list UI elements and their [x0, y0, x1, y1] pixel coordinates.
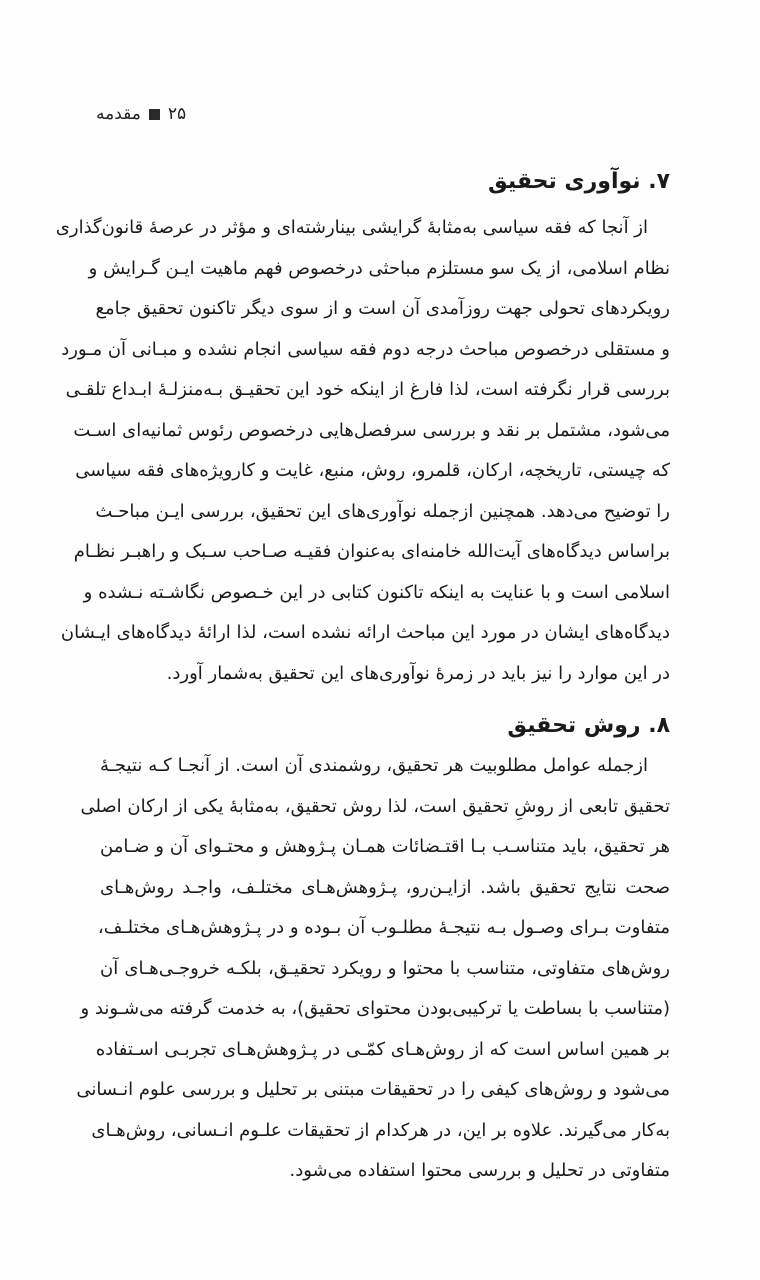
text-line: بر همین اساس است که از روش‌هـای کمّـی در پـژوهش‌هـای تجربـی اسـتفاده: [95, 1038, 670, 1060]
text-line: صحت نتایج تحقیق باشد. ازایـن‌رو، پـژوهش‌هـای مختلـف، واجـد روش‌هـای: [100, 876, 670, 898]
text-line: متفاوت بـرای وصـول بـه نتیجـهٔ مطلـوب آن بـوده و در پـژوهش‌هـای مختلـف،: [97, 917, 670, 938]
section-body: [55, 208, 670, 694]
running-head: [96, 104, 186, 124]
text-line: متفاوتی در تحلیل و بررسی محتوا استفاده می‌شود.: [289, 1160, 670, 1181]
section-heading: ۷. نوآوری تحقیق: [488, 169, 670, 194]
chapter-title: مقدمه: [96, 104, 141, 124]
text-line: در این موارد را نیز باید در زمرهٔ نوآوری‌های این تحقیق به‌شمار آورد.: [166, 662, 670, 684]
text-line: ازجمله عوامل مطلوبیت هر تحقیق، روشمندی آن است. از آنجـا کـه نتیجـهٔ: [100, 755, 648, 776]
section-innovation: [55, 164, 670, 694]
text-line: هر تحقیق، باید متناسـب بـا اقتـضائات همـان پـژوهش و محتـوای آن و ضـامن: [100, 836, 670, 857]
text-line: دیدگاه‌های ایشان در مورد این مباحث ارائه نشده است، لذا ارائهٔ دیدگاه‌های ایـشان: [60, 622, 670, 643]
text-line: نظام اسلامی، از یک سو مستلزم مباحثی درخصوص فهم ماهیت ایـن گـرایش و: [88, 257, 670, 279]
page-number: ۲۵: [167, 104, 187, 124]
text-line: اسلامی است و با عنایت به اینکه تاکنون کتابی در این خـصوص نگاشـته نـشده و: [83, 581, 670, 603]
text-line: (متناسب با بساطت یا ترکیبی‌بودن محتوای تحقیق)، به خدمت گرفته می‌شـوند و: [80, 998, 670, 1019]
square-bullet-icon: [149, 109, 160, 120]
text-line: و مستقلی درخصوص مباحث درجه دوم فقه سیاسی انجام نشده و مبـانی آن مـورد: [61, 338, 670, 360]
text-line: از آنجا که فقه سیاسی به‌مثابهٔ گرایشی بینارشته‌ای و مؤثر در عرصهٔ قانون‌گذاری: [55, 217, 648, 238]
text-line: که چیستی، تاریخچه، ارکان، قلمرو، روش، منبع، غایت و کارویژه‌های فقه سیاسی: [75, 460, 670, 481]
text-line: را توضیح می‌دهد. همچنین ازجمله نوآوری‌های این تحقیق، بررسی ایـن مباحـث: [95, 500, 670, 522]
text-line: روش‌های متفاوتی، متناسب با محتوا و رویکرد تحقیـق، بلکـه خروجـی‌هـای آن: [100, 957, 670, 979]
section-heading: ۸. روش تحقیق: [507, 713, 670, 738]
section-methodology: [76, 708, 670, 1192]
section-body: [76, 746, 670, 1192]
text-line: به‌کار می‌گیرند. علاوه بر این، در هرکدام از تحقیقات علـوم انـسانی، روش‌هـای: [91, 1119, 670, 1141]
text-line: می‌شود و روش‌های کیفی را در تحقیقات مبتنی بر تحلیل و بررسی علوم انـسانی: [76, 1079, 670, 1100]
text-line: بررسی قرار نگرفته است، لذا فارغ از اینکه خود این تحقیـق بـه‌منزلـهٔ ابـداع تلقـی: [65, 379, 670, 400]
text-line: رویکردهای تحولی جهت روزآمدی آن است و از سوی دیگر تاکنون تحقیق جامع: [95, 298, 670, 319]
text-line: تحقیق تابعی از روشِ تحقیق است، لذا روش تحقیق، به‌مثابهٔ یکی از ارکان اصلی: [80, 795, 670, 817]
text-line: می‌شود، مشتمل بر نقد و بررسی سرفصل‌هایی درخصوص رئوس ثمانیه‌ای اسـت: [73, 419, 670, 441]
text-line: براساس دیدگاه‌های آیت‌الله خامنه‌ای به‌عنوان فقیـه صـاحب سـبک و راهبـر نظـام: [73, 541, 670, 562]
